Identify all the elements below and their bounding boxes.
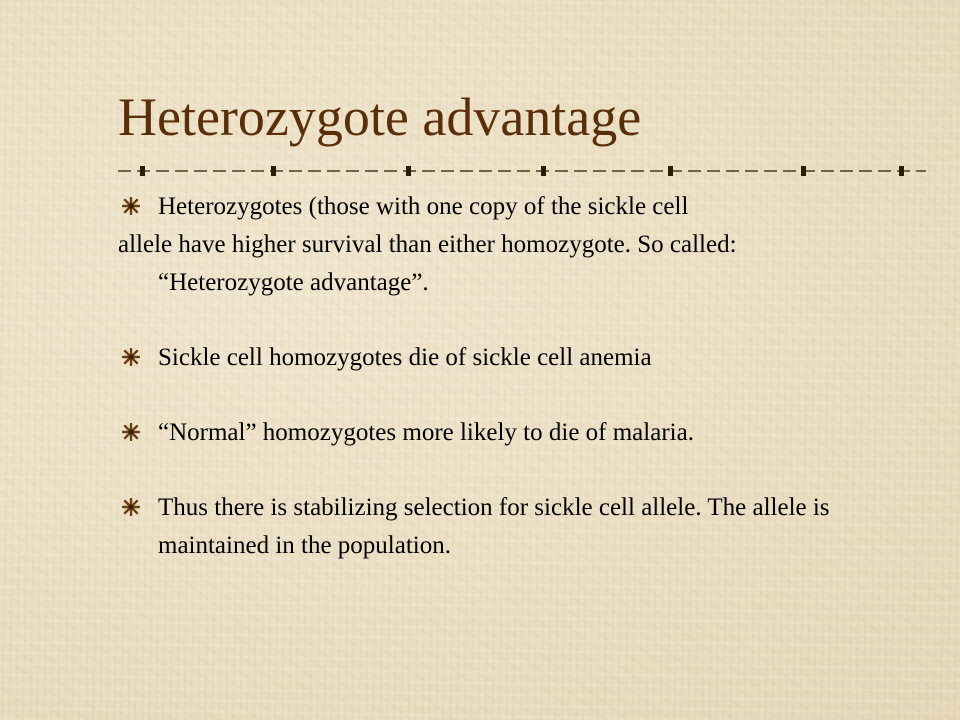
bullet-item: [118, 414, 928, 452]
flourish-cross-icon: [122, 348, 140, 366]
bullet-item: [118, 339, 928, 377]
flourish-cross-icon: [122, 197, 140, 215]
slide-body: [118, 188, 928, 565]
flourish-cross-icon: [122, 423, 140, 441]
bullet-text: “Heterozygote advantage”.: [158, 269, 429, 296]
bullet-text: allele have higher survival than either homozygote. So called:: [118, 231, 737, 258]
flourish-cross-icon: [122, 498, 140, 516]
bullet-item: [118, 188, 928, 302]
bullet-text: Heterozygotes (those with one copy of the sickle cell: [158, 193, 689, 220]
bullet-item: [118, 489, 928, 565]
bullet-text: “Normal” homozygotes more likely to die of malaria.: [158, 419, 694, 446]
slide-title: Heterozygote advantage: [118, 87, 642, 147]
bullet-text: Thus there is stabilizing selection for sickle cell allele. The allele is maintained in the population.: [158, 494, 830, 559]
title-divider: [118, 160, 926, 182]
bullet-text: Sickle cell homozygotes die of sickle cell anemia: [158, 344, 652, 371]
